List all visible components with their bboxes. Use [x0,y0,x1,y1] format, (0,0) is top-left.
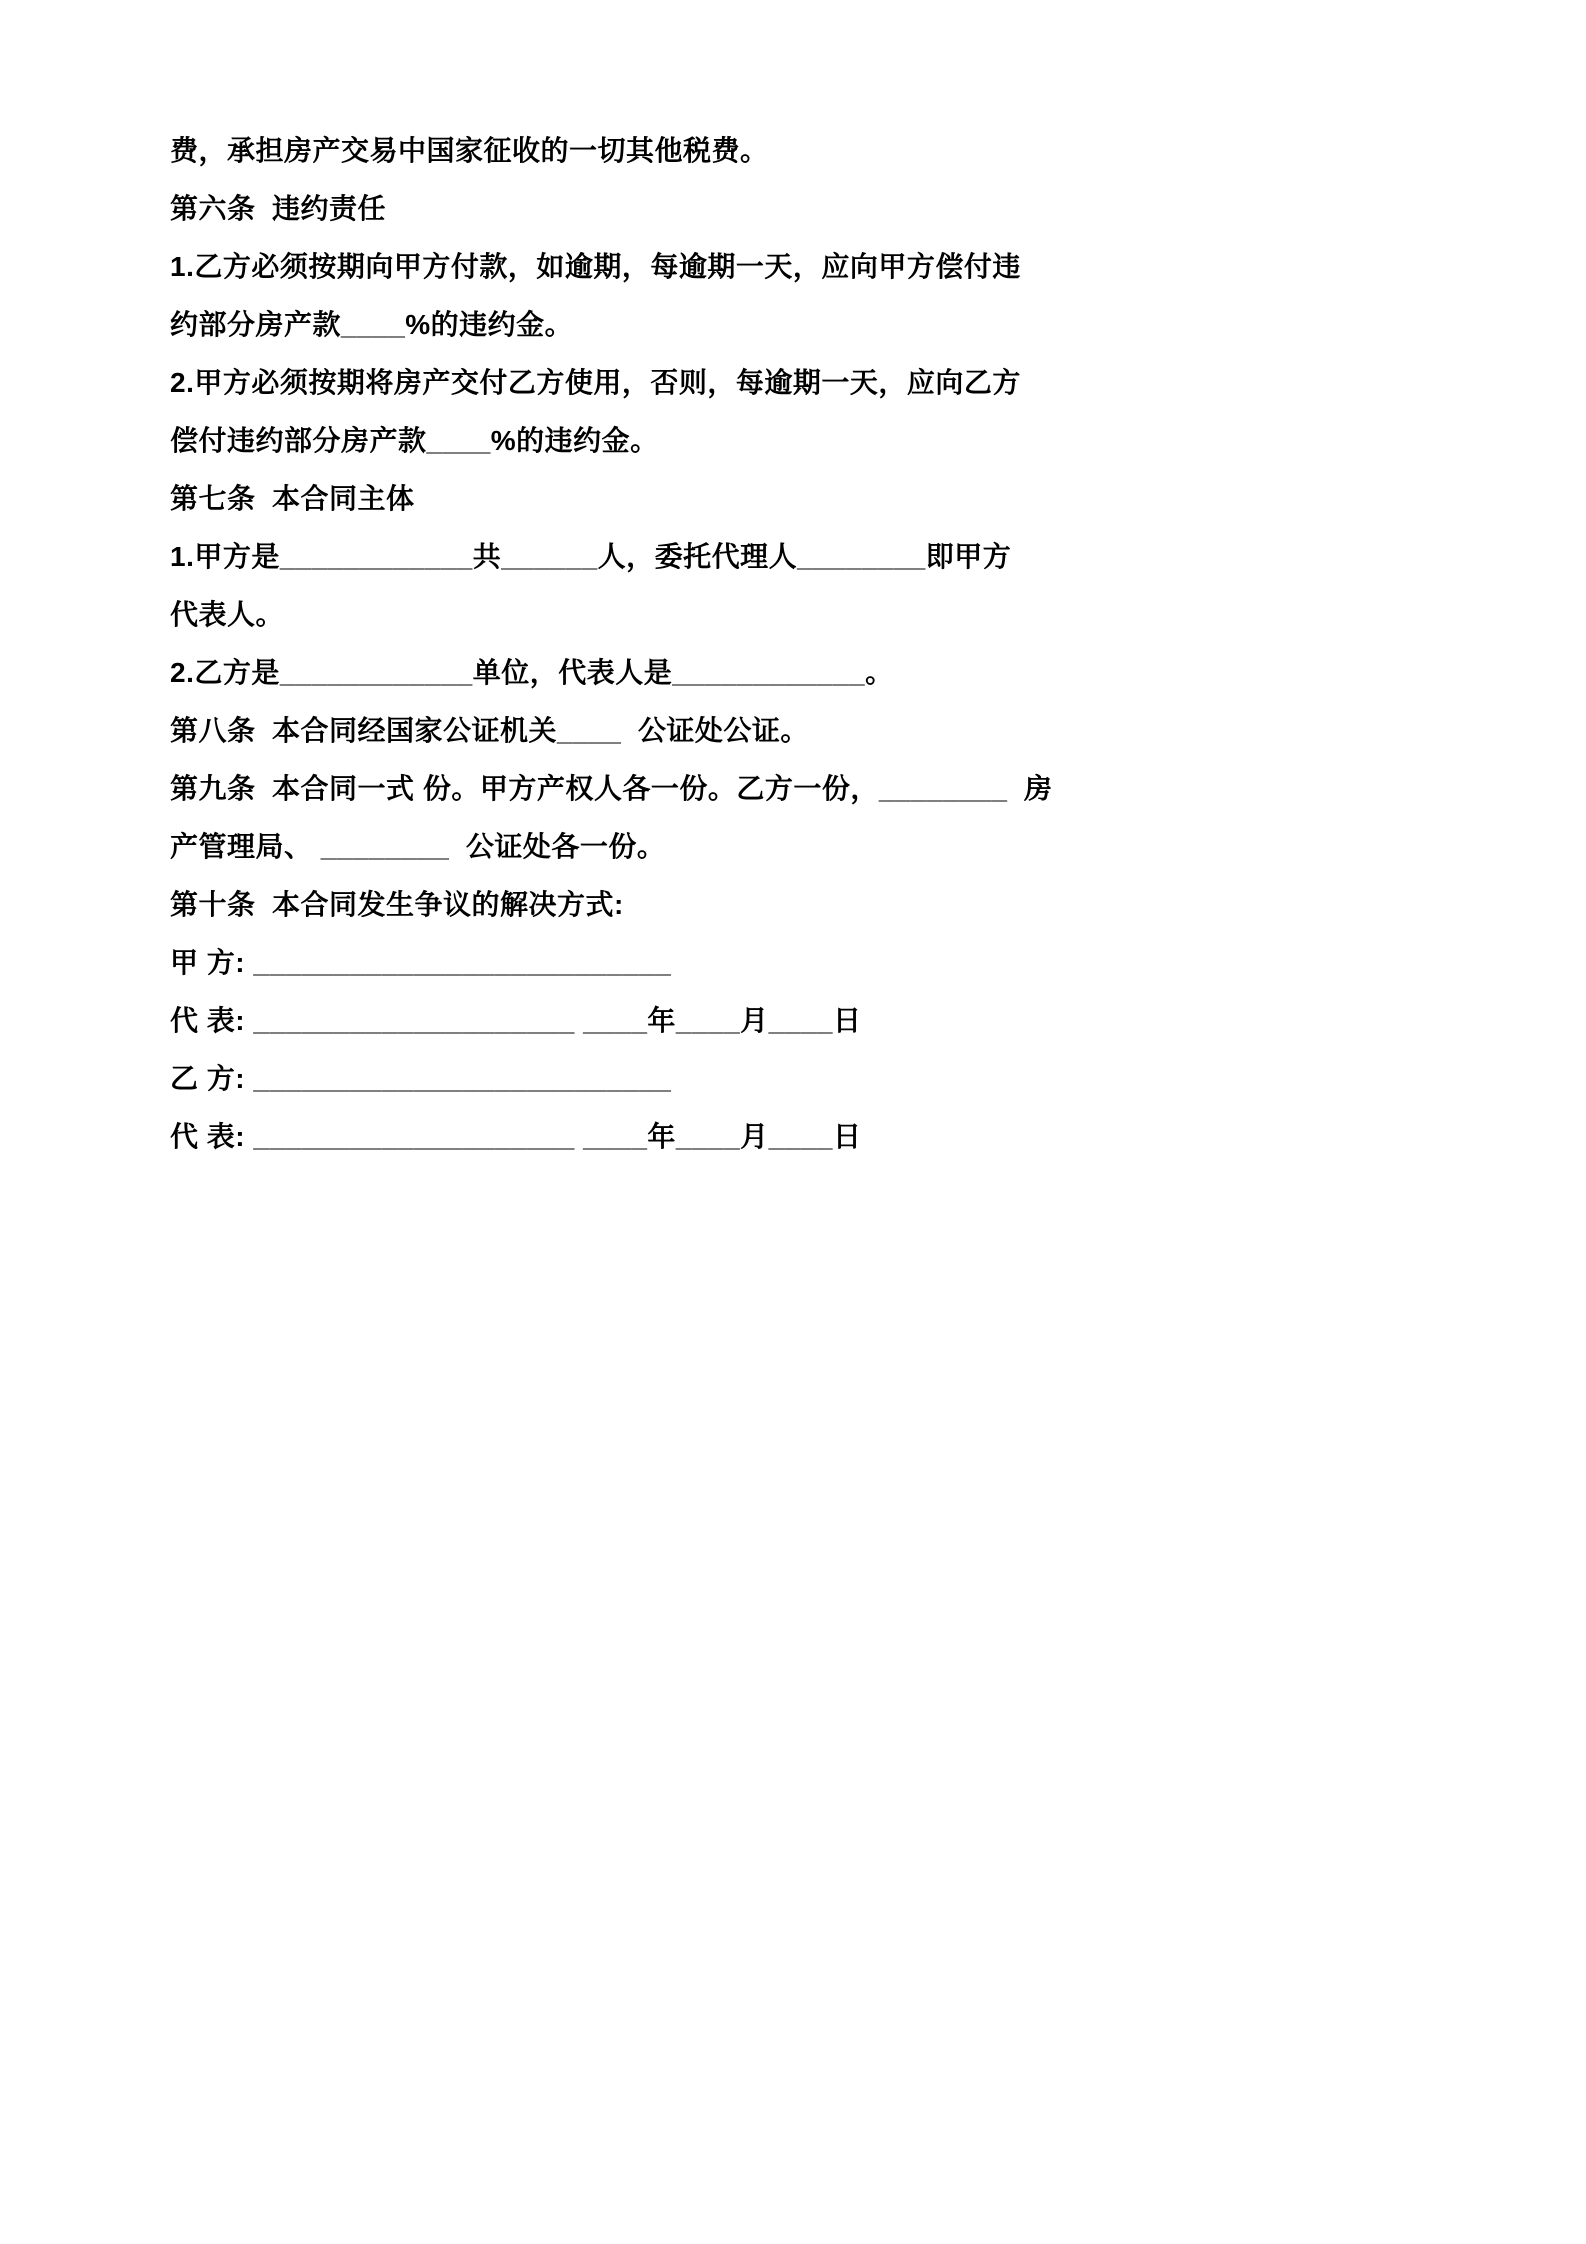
document-line: 第八条 本合同经国家公证机关____ 公证处公证。 [170,715,809,746]
document-line: 代 表: ____________________ ____年____月____日 [170,1005,862,1036]
document-line: 费，承担房产交易中国家征收的一切其他税费。 [170,135,769,166]
document-line: 甲 方: __________________________ [170,947,672,978]
document-line: 2.甲方必须按期将房产交付乙方使用，否则，每逾期一天，应向乙方 [170,367,1021,398]
document-body [170,122,1430,1166]
document-line: 第十条 本合同发生争议的解决方式: [170,889,624,920]
document-line: 偿付违约部分房产款____%的违约金。 [170,425,659,456]
document-line: 乙 方: __________________________ [170,1063,672,1094]
document-line: 第七条 本合同主体 [170,483,415,514]
document-line: 约部分房产款____%的违约金。 [170,309,574,340]
document-line: 2.乙方是____________单位，代表人是____________。 [170,657,894,688]
document-line: 代表人。 [170,599,285,630]
document-line: 产管理局、 ________ 公证处各一份。 [170,831,666,862]
document-line: 1.乙方必须按期向甲方付款，如逾期，每逾期一天，应向甲方偿付违 [170,251,1021,282]
document-line: 代 表: ____________________ ____年____月____日 [170,1121,862,1152]
document-line: 1.甲方是____________共______人，委托代理人________即甲方 [170,541,1012,572]
document-line: 第六条 违约责任 [170,193,387,224]
document-line: 第九条 本合同一式 份。甲方产权人各一份。乙方一份，________ 房 [170,773,1053,804]
